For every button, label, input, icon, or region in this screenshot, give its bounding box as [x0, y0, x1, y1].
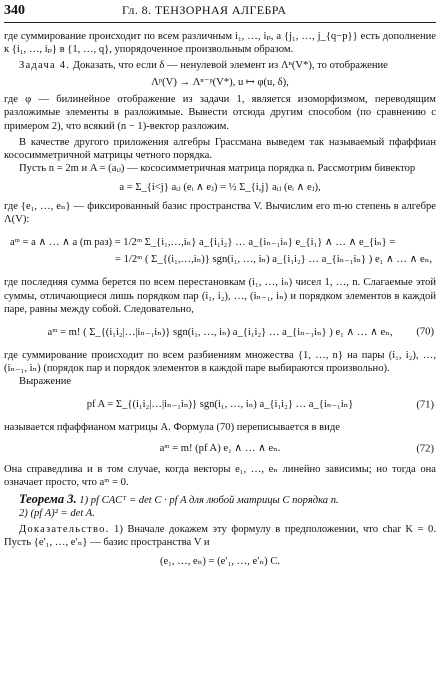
equation-71 — [4, 398, 436, 411]
equation-72-number: (72) — [416, 443, 434, 455]
paragraph: Она справедлива и в том случае, когда векторы e₁, …, eₙ линейно зависимы; но тогда она означает просто, что aᵐ = 0. — [4, 464, 436, 489]
equation-70-number: (70) — [416, 326, 434, 338]
problem-4 — [4, 59, 436, 72]
proof-text: 1) Вначале докажем эту формулу в предположении, что char K = 0. Пусть {e′₁, …, e′ₙ} — базис пространства V и — [4, 523, 436, 548]
equation-mapping: Λᵖ(V) → Λⁿ⁻ᵖ(V*), u ↦ φ(u, δ), — [151, 77, 289, 89]
proof-label: Доказательство. — [19, 523, 110, 535]
equation-70 — [4, 326, 436, 339]
paragraph: В качестве другого приложения алгебры Грассмана выведем так называемый пфаффиан кососимметричной матрицы четного порядка. — [4, 136, 436, 161]
equation-bivector: a = Σ_{i<j} aᵢⱼ (eᵢ ∧ eⱼ) = ½ Σ_{i,j} aᵢⱼ (eᵢ ∧ eⱼ), — [119, 181, 321, 193]
paragraph: где суммирование происходит по всем различным i₁, …, iₚ, а {j₁, …, j_{q−p}} есть дополнение к {i₁, …, iₚ} в {1, …, q}, упорядоченное произвольным образом. — [4, 31, 436, 56]
problem-label: Задача 4. — [19, 60, 71, 72]
equation-71-number: (71) — [416, 399, 434, 411]
equation-72-body: aᵐ = m! (pf A) e₁ ∧ … ∧ eₙ. — [159, 443, 281, 455]
equation-basis-change: (e₁, …, eₙ) = (e′₁, …, e′ₙ) C. — [159, 555, 281, 567]
theorem-title: Теорема 3. — [19, 491, 77, 506]
equation-power-line1: aᵐ = a ∧ … ∧ a (m раз) = 1/2ᵐ Σ_{i₁,…,iₙ} a_{i₁i₂} … a_{iₙ₋₁iₙ} e_{i₁} ∧ … ∧ e_{iₙ} = — [10, 237, 396, 249]
paragraph: где φ — билинейное отображение из задачи 1, является изоморфизмом, переводящим разложимые элементы в разложимые. Вывести отсюда другим способом (по сравнению с примером 2), что всякий (n − 1)-вектор разложим. — [4, 94, 436, 132]
page-number: 340 — [4, 3, 25, 18]
paragraph: где {e₁, …, eₙ} — фиксированный базис пространства V. Вычислим его m-ю степень в алгебре Λ(V): — [4, 201, 436, 226]
running-title: Гл. 8. ТЕНЗОРНАЯ АЛГЕБРА — [122, 3, 287, 17]
theorem-3 — [4, 493, 436, 507]
paragraph: где последняя сумма берется по всем перестановкам (i₁, …, iₙ) чисел 1, …, n. Слагаемые этой суммы, отличающиеся лишь порядком пар (i₁, i₂), …, (iₙ₋₁, iₙ) и порядком элементов в каждой паре, равны между собой. Следовательно, — [4, 277, 436, 315]
page-header — [4, 0, 436, 24]
paragraph: Пусть n = 2m и A = (aᵢⱼ) — кососимметричная матрица порядка n. Рассмотрим бивектор — [19, 162, 416, 174]
header-rule — [4, 22, 436, 23]
equation-71-body: pf A = Σ_{(i₁i₂|…|iₙ₋₁iₙ)} sgn(i₁, …, iₙ) a_{i₁i₂} … a_{iₙ₋₁iₙ} — [86, 399, 354, 411]
proof — [4, 523, 436, 549]
equation-72 — [4, 442, 436, 455]
paragraph: где суммирование происходит по всем разбиениям множества {1, …, n} на пары (i₁, i₂), …, (iₙ₋₁, iₙ) (порядок пар и порядок элементов в каждой паре выбираются произвольно). — [4, 349, 436, 374]
book-page — [4, 0, 436, 572]
theorem-item-1: 1) pf CACᵀ = det C · pf A для любой матрицы C порядка n. — [79, 494, 339, 506]
paragraph: называется пфаффианом матрицы A. Формула (70) переписывается в виде — [4, 422, 340, 434]
theorem-item-2: 2) (pf A)² = det A. — [19, 507, 95, 519]
problem-text: Доказать, что если δ — ненулевой элемент из Λⁿ(V*), то отображение — [72, 60, 388, 72]
paragraph: Выражение — [19, 375, 72, 387]
equation-70-body: aᵐ = m! ( Σ_{(i₁i₂|…|iₙ₋₁iₙ)} sgn(i₁, …, iₙ) a_{i₁i₂} … a_{iₙ₋₁iₙ} ) e₁ ∧ … ∧ eₙ, — [47, 326, 393, 338]
equation-power-line2: = 1/2ᵐ ( Σ_{(i₁,…,iₙ)} sgn(i₁, …, iₙ) a_{i₁i₂} … a_{iₙ₋₁iₙ} ) e₁ ∧ … ∧ eₙ, — [114, 254, 432, 266]
